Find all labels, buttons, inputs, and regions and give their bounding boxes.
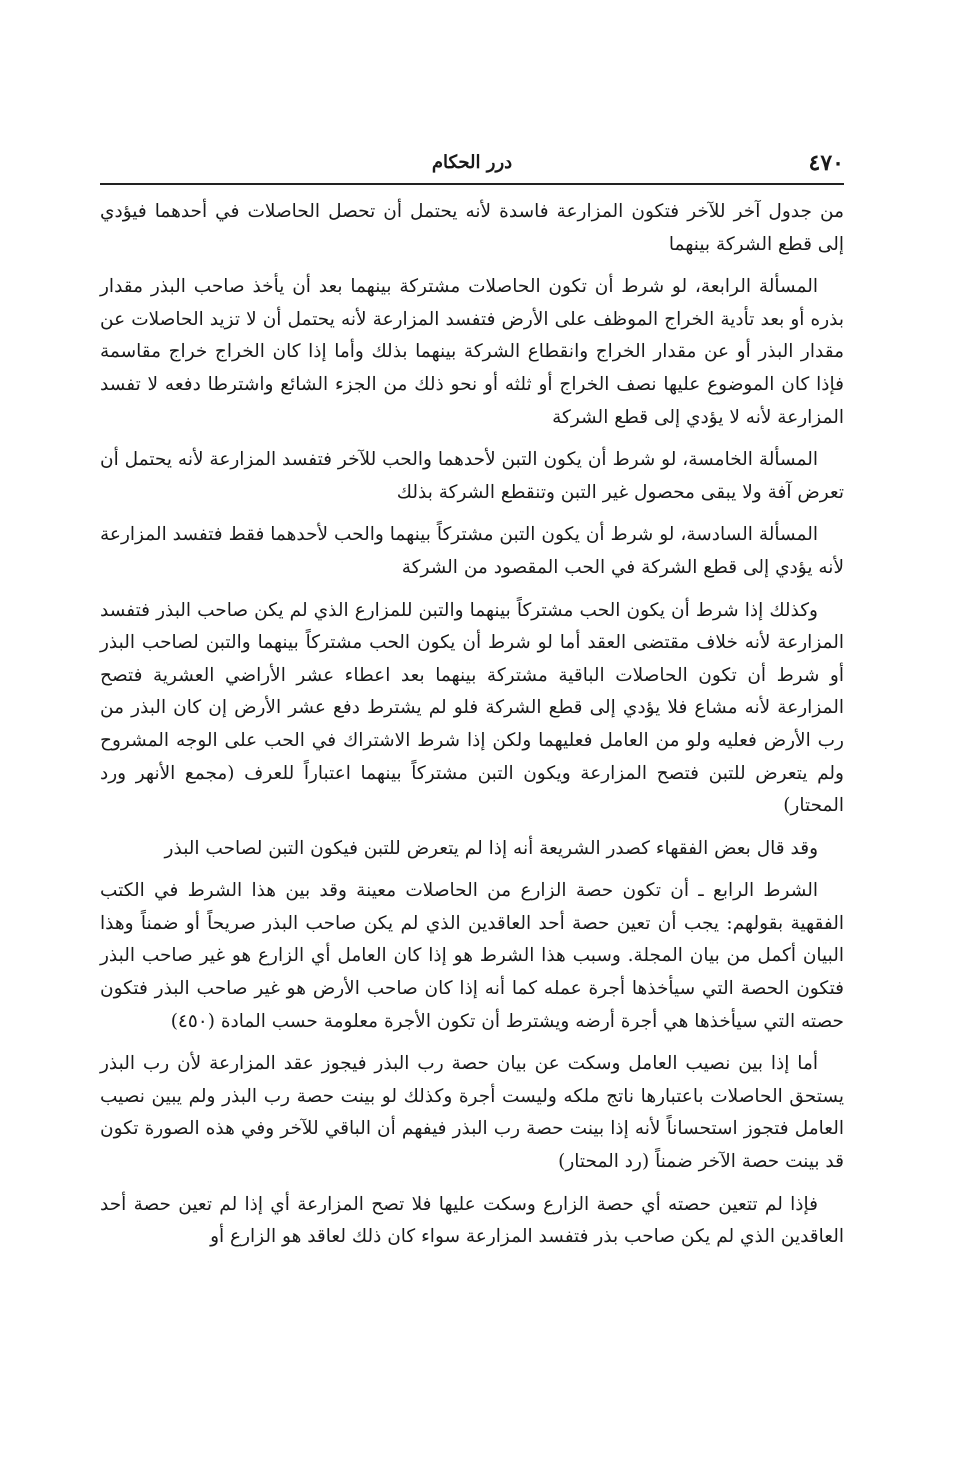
paragraph-fourth-issue: المسألة الرابعة، لو شرط أن تكون الحاصلات مشتركة بينهما بعد أن يأخذ صاحب البذر مقدار بذره أو بعد تأدية الخراج الموظف على الأرض فتفسد المزارعة لأنه يحتمل أن لا تزيد الحاصلات عن مقدار البذر أو عن مقدار الخراج وانقطاع الشركة بينهما بذلك وأما إذا كان الخراج خراج مقاسمة فإذا كان الموضوع عليها نصف الخراج أو ثلثه أو نحو ذلك من الجزء الشائع واشترطا دفعه لا تفسد المزارعة لأنه لا يؤدي إلى قطع الشركة xyxy=(100,276,844,428)
paragraph-fourth-condition: الشرط الرابع ـ أن تكون حصة الزارع من الحاصلات معينة وقد بين هذا الشرط في الكتب الفقهية بقولهم: يجب أن تعين حصة أحد العاقدين الذي لم يكن صاحب البذر صريحاً أو ضمناً وهذا البيان أكمل من بيان المجلة. وسبب هذا الشرط هو إذا كان العامل أي الزارع هو غير صاحب البذر فتكون الحصة التي سيأخذها أجرة عمله كما أنه إذا كان صاحب الأرض هو غير صاحب البذر فتكون حصته التي سيأخذها هي أجرة أرضه ويشترط أن تكون الأجرة معلومة حسب المادة (٤٥٠) xyxy=(100,880,844,1032)
paragraph-worker-share: أما إذا بين نصيب العامل وسكت عن بيان حصة رب البذر فيجوز عقد المزارعة لأن رب البذر يستحق الحاصلات باعتبارها ناتج ملكه وليست أجرة وكذلك لو بينت حصة رب البذر ولم يبين نصيب العامل فتجوز استحساناً لأنه إذا بينت حصة رب البذر فيفهم أن الباقي للآخر وفي هذه الصورة تكون قد بينت حصة الآخر ضمناً (رد المحتار) xyxy=(100,1053,844,1173)
page-body xyxy=(100,196,844,1264)
header-rule xyxy=(100,183,844,185)
paragraph-sixth-issue: المسألة السادسة، لو شرط أن يكون التبن مشتركاً بينهما والحب لأحدهما فقط فتفسد المزارعة لأنه يؤدي إلى قطع الشركة في الحب المقصود من الشركة xyxy=(100,524,844,578)
paragraph-grain-straw: وكذلك إذا شرط أن يكون الحب مشتركاً بينهما والتبن للمزارع الذي لم يكن صاحب البذر فتفسد المزارعة لأنه خلاف مقتضى العقد أما لو شرط أن يكون الحب مشتركاً بينهما والتبن لصاحب البذر أو شرط أن تكون الحاصلات الباقية مشتركة بينهما بعد اعطاء عشر الأراضي العشرية فتصح المزارعة لأنه مشاع فلا يؤدي إلى قطع الشركة فلو لم يشترط دفع عشر الأرض إن كان البذر من رب الأرض فعليه ولو من العامل فعليهما ولكن إذا شرط الاشتراك في الحب على الوجه المشروح ولم يتعرض للتبن فتصح المزارعة ويكون التبن مشتركاً بينهما اعتباراً للعرف (مجمع الأنهر ورد المحتار) xyxy=(100,599,844,817)
paragraph-unspecified-share: فإذا لم تتعين حصته أي حصة الزارع وسكت عليها فلا تصح المزارعة أي إذا لم تعين حصة أحد العاقدين الذي لم يكن صاحب بذر فتفسد المزارعة سواء كان ذلك لعاقد هو الزارع أو xyxy=(100,1193,844,1248)
running-title: درر الحكام xyxy=(431,152,513,173)
page-number: ٤٧٠ xyxy=(808,150,844,176)
paragraph-fifth-issue: المسألة الخامسة، لو شرط أن يكون التبن لأحدهما والحب للآخر فتفسد المزارعة لأنه يحتمل أن تعرض آفة ولا يبقى محصول غير التبن وتنقطع الشركة بذلك xyxy=(100,449,844,503)
paragraph-continuation: من جدول آخر للآخر فتكون المزارعة فاسدة لأنه يحتمل أن تحصل الحاصلات في أحدهما فيؤدي إلى قطع الشركة بينهما xyxy=(100,201,844,255)
paragraph-jurists-opinion: وقد قال بعض الفقهاء كصدر الشريعة أنه إذا لم يتعرض للتبن فيكون التبن لصاحب البذر xyxy=(164,837,818,859)
page-header xyxy=(100,148,844,182)
